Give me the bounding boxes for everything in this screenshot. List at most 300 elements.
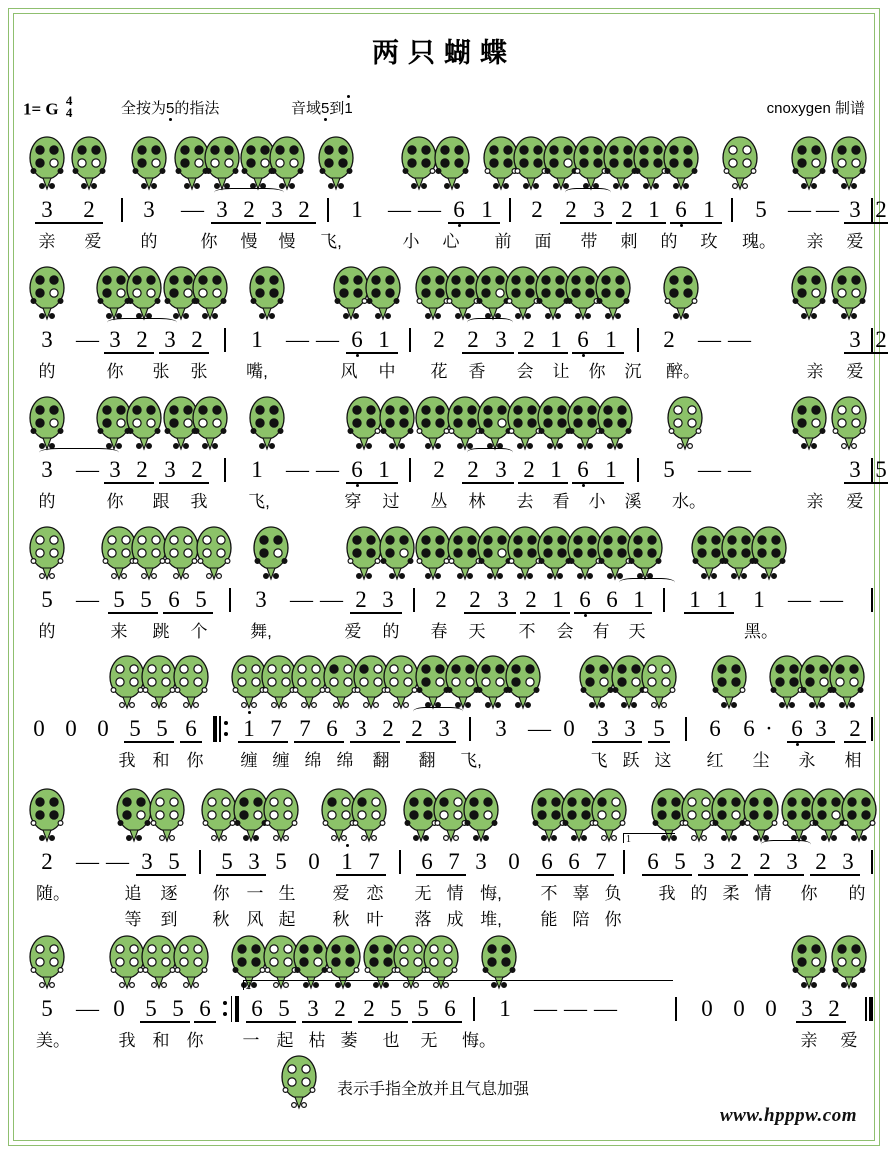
beam-underline: [104, 482, 154, 484]
note-number: 1: [552, 587, 564, 612]
lyric-word: 爱: [840, 1031, 858, 1050]
note-number: 2: [355, 587, 367, 612]
time-numerator: 4: [65, 93, 73, 108]
note-number: 2: [243, 197, 255, 222]
note-number: 2: [136, 327, 148, 352]
system-4: [9, 525, 879, 643]
lyric-word: 飞: [590, 751, 608, 770]
note-number: 6: [421, 849, 433, 874]
note-number: 6: [568, 849, 580, 874]
note-dash: —: [316, 327, 339, 352]
barline: [509, 198, 511, 222]
note-number: 2: [467, 327, 479, 352]
lyric-word: 丛: [430, 492, 448, 511]
beam-underline: [536, 874, 614, 876]
lyric-word: 的: [382, 622, 400, 641]
note-row-3: [9, 457, 887, 487]
system-3: [9, 395, 887, 513]
lyric-word: 小: [402, 232, 420, 251]
ocarina-fingering: [503, 654, 543, 710]
beam-underline: [216, 874, 266, 876]
ocarina-fingering: [639, 654, 679, 710]
slur: [761, 840, 811, 849]
note-number: 0: [508, 849, 520, 874]
lyric-word: 美。: [36, 1031, 70, 1050]
note-number: 3: [703, 849, 715, 874]
note-number: 2: [663, 327, 675, 352]
slur: [619, 578, 675, 587]
note-number: 6: [251, 996, 263, 1021]
lyric-word: 带: [580, 232, 598, 251]
lyric-word: 天: [628, 622, 646, 641]
note-number: 3: [475, 849, 487, 874]
note-number: 1: [378, 327, 390, 352]
note-number: 2: [469, 587, 481, 612]
note-number: 0: [733, 996, 745, 1021]
note-number: 7: [299, 716, 311, 741]
note-number: 2: [523, 457, 535, 482]
beam-underline: [572, 352, 624, 354]
ocarina-fingering: [829, 395, 869, 451]
note-dash: —: [320, 587, 343, 612]
note-number: 3: [842, 849, 854, 874]
lyric-word: 爱: [332, 884, 350, 903]
note-dash: —: [564, 996, 587, 1021]
beam-underline: [136, 874, 186, 876]
watermark: www.hpppw.com: [719, 1105, 857, 1126]
note-number: ·: [765, 716, 773, 741]
note-number: 2: [875, 327, 887, 352]
ocarina-row-6: [9, 787, 879, 849]
header-row: [9, 93, 879, 121]
lyric-word: 我: [118, 1031, 136, 1050]
beam-underline: [246, 1021, 296, 1023]
note-number: 5: [417, 996, 429, 1021]
lyric-word: 的: [38, 622, 56, 641]
barline: [327, 198, 329, 222]
note-number: 2: [433, 457, 445, 482]
ocarina-fingering: [741, 787, 781, 843]
lyric-word: 过: [382, 492, 400, 511]
barline: [731, 198, 733, 222]
note-number: 0: [563, 716, 575, 741]
lyric-word: 缠: [240, 751, 258, 770]
lyric-word: 玫: [700, 232, 718, 251]
beam-underline: [787, 741, 835, 743]
lyric-word: 的: [38, 362, 56, 381]
ocarina-fingering: [27, 787, 67, 843]
lyric-word: 你: [106, 362, 124, 381]
barline: [637, 328, 639, 352]
beam-underline: [796, 1021, 846, 1023]
note-number: 3: [41, 197, 53, 222]
note-row-7: [9, 981, 879, 1026]
barline: [229, 588, 231, 612]
note-number: 1: [351, 197, 363, 222]
beam-underline: [844, 222, 888, 224]
ocarina-fingering: [27, 934, 67, 990]
beam-underline: [346, 482, 398, 484]
ocarina-row-3: [9, 395, 879, 457]
lyric-word: 能: [540, 910, 558, 929]
note-number: 7: [595, 849, 607, 874]
note-number: 6: [185, 716, 197, 741]
note-number: 0: [308, 849, 320, 874]
ocarina-row-4: [9, 525, 879, 587]
lyric-word: 一: [242, 1031, 260, 1050]
barline: [224, 458, 226, 482]
note-number: 3: [495, 457, 507, 482]
note-number: 5: [113, 587, 125, 612]
note-number: 6: [346, 457, 368, 483]
lyric-word: 亲: [806, 362, 824, 381]
beam-underline: [572, 482, 624, 484]
note-number: 3: [255, 587, 267, 612]
ocarina-fingering: [349, 787, 389, 843]
lyric-word: 我: [190, 492, 208, 511]
lyric-word: 心: [442, 232, 460, 251]
lyric-word: 穿: [344, 492, 362, 511]
note-row-4: [9, 587, 879, 617]
lyric-word: 来: [110, 622, 128, 641]
note-number: 6: [709, 716, 721, 741]
lyric-word: 香: [468, 362, 486, 381]
lyric-word: 情: [446, 884, 464, 903]
note-number: 0: [97, 716, 109, 741]
note-number: 2: [525, 587, 537, 612]
lyric-row-6b: [9, 905, 879, 931]
note-dash: —: [76, 587, 99, 612]
note-number: 5: [168, 849, 180, 874]
lyric-word: 的: [848, 884, 866, 903]
note-number: 1: [251, 327, 263, 352]
lyric-word: 慢: [240, 232, 258, 251]
lyric-word: 逐: [160, 884, 178, 903]
lyric-word: 永: [798, 751, 816, 770]
note-number: 5: [875, 457, 887, 482]
ocarina-fingering: [789, 265, 829, 321]
lyric-word: 跟: [152, 492, 170, 511]
barline: [413, 588, 415, 612]
note-number: 2: [41, 849, 53, 874]
lyric-word: 情: [754, 884, 772, 903]
lyric-word: 让: [552, 362, 570, 381]
beam-underline: [616, 222, 666, 224]
ocarina-fingering: [247, 265, 287, 321]
ocarina-fingering: [839, 787, 879, 843]
lyric-word: 的: [690, 884, 708, 903]
beam-underline: [104, 352, 154, 354]
fingering-note: 全按为5的指法: [121, 100, 220, 117]
note-number: 0: [65, 716, 77, 741]
range-note: 音域5到1: [291, 100, 353, 117]
lyric-word: 瑰。: [742, 232, 776, 251]
legend-ocarina-icon: [279, 1054, 319, 1115]
beam-underline: [35, 222, 103, 224]
barline: [871, 717, 873, 741]
beam-underline: [684, 612, 734, 614]
note-number: 1: [251, 457, 263, 482]
volta-bracket: 2: [243, 980, 673, 990]
slur: [413, 707, 463, 716]
lyric-word: 张: [190, 362, 208, 381]
note-dash: —: [181, 197, 204, 222]
note-number: 3: [355, 716, 367, 741]
note-number: 2: [565, 197, 577, 222]
lyric-word: 你: [186, 751, 204, 770]
ocarina-fingering: [665, 395, 705, 451]
note-number: 6: [168, 587, 180, 612]
beam-underline: [810, 874, 860, 876]
note-number: 5: [41, 996, 53, 1021]
barline: [871, 328, 873, 352]
barline: [399, 850, 401, 874]
lyric-word: 张: [152, 362, 170, 381]
beam-underline: [412, 1021, 462, 1023]
lyric-word: 绵: [336, 751, 354, 770]
lyric-word: 柔: [722, 884, 740, 903]
barline: [871, 458, 873, 482]
note-number: 6: [574, 587, 596, 613]
note-number: 6: [541, 849, 553, 874]
note-dash: —: [788, 587, 811, 612]
beam-underline: [698, 874, 748, 876]
lyric-word: 个: [190, 622, 208, 641]
ocarina-fingering: [432, 135, 472, 191]
lyric-word: 风: [340, 362, 358, 381]
lyric-word: 红: [706, 751, 724, 770]
lyric-word: 亲: [806, 232, 824, 251]
slur: [565, 188, 611, 197]
beam-underline: [844, 741, 866, 743]
ocarina-fingering: [124, 395, 164, 451]
note-number: 3: [164, 327, 176, 352]
note-number: 1: [716, 587, 728, 612]
beam-underline: [163, 612, 213, 614]
note-number: 5: [221, 849, 233, 874]
ocarina-fingering: [247, 395, 287, 451]
note-number: 7: [270, 716, 282, 741]
note-dash: —: [816, 197, 839, 222]
barline: [871, 198, 873, 222]
lyric-word: 陪: [572, 910, 590, 929]
note-number: 3: [41, 327, 53, 352]
beam-underline: [302, 1021, 352, 1023]
note-number: 7: [448, 849, 460, 874]
beam-underline: [406, 741, 456, 743]
lyric-word: 无: [420, 1031, 438, 1050]
barline: [224, 328, 226, 352]
key-label: 1= G: [23, 99, 59, 119]
beam-underline: [462, 352, 514, 354]
note-number: 3: [143, 197, 155, 222]
lyric-word: 翻: [418, 751, 436, 770]
system-1: [9, 135, 887, 253]
lyric-word: 风: [246, 910, 264, 929]
barline: [469, 717, 471, 741]
note-number: 3: [382, 587, 394, 612]
beam-underline: [416, 874, 466, 876]
lyric-word: 亲: [806, 492, 824, 511]
beam-underline: [346, 352, 398, 354]
note-number: 1: [605, 327, 617, 352]
note-number: 6: [743, 716, 755, 741]
note-number: 3: [497, 587, 509, 612]
lyric-word: 追: [124, 884, 142, 903]
note-number: 2: [435, 587, 447, 612]
beam-underline: [844, 352, 888, 354]
note-number: 5: [195, 587, 207, 612]
note-number: 3: [593, 197, 605, 222]
note-number: 3: [141, 849, 153, 874]
lyric-word: 花: [430, 362, 448, 381]
note-dash: —: [106, 849, 129, 874]
slur: [39, 448, 119, 457]
note-dash: —: [286, 457, 309, 482]
ocarina-fingering: [147, 787, 187, 843]
note-dash: —: [286, 327, 309, 352]
ocarina-fingering: [789, 395, 829, 451]
lyric-word: 爱: [846, 492, 864, 511]
note-number: 5: [674, 849, 686, 874]
lyric-word: 爱: [846, 232, 864, 251]
beam-underline: [108, 612, 158, 614]
lyric-word: 堆,: [480, 910, 502, 929]
note-number: 6: [670, 197, 692, 223]
note-row-5: [9, 716, 879, 746]
note-number: 1: [499, 996, 511, 1021]
lyric-word: 悔,: [480, 884, 502, 903]
beam-underline: [238, 741, 288, 743]
note-number: 2: [411, 716, 423, 741]
lyric-word: 面: [534, 232, 552, 251]
note-number: 3: [815, 716, 827, 741]
lyric-word: 慢: [278, 232, 296, 251]
note-number: 1: [336, 849, 358, 875]
system-2: [9, 265, 887, 383]
ocarina-fingering: [720, 135, 760, 191]
repeat-barline: [223, 996, 240, 1022]
ocarina-fingering: [202, 135, 242, 191]
beam-underline: [520, 612, 570, 614]
barline: [637, 458, 639, 482]
lyric-word: 跳: [152, 622, 170, 641]
note-number: 2: [363, 996, 375, 1021]
lyric-word: 枯: [308, 1031, 326, 1050]
lyric-word: 你: [200, 232, 218, 251]
lyric-word: 尘: [752, 751, 770, 770]
system-5: [9, 654, 879, 772]
note-number: 3: [307, 996, 319, 1021]
time-signature: [66, 95, 73, 120]
beam-underline: [124, 741, 174, 743]
lyric-word: 看: [552, 492, 570, 511]
ocarina-fingering: [749, 525, 789, 581]
lyric-word: 飞,: [248, 492, 270, 511]
note-number: 2: [136, 457, 148, 482]
final-barline: [865, 997, 874, 1021]
beam-underline: [266, 222, 316, 224]
slur: [107, 318, 177, 327]
note-dash: —: [528, 716, 551, 741]
lyric-word: 我: [658, 884, 676, 903]
note-dash: —: [728, 327, 751, 352]
note-number: 2: [815, 849, 827, 874]
lyric-word: 飞,: [460, 751, 482, 770]
note-number: 3: [41, 457, 53, 482]
lyric-word: 的: [660, 232, 678, 251]
barline: [199, 850, 201, 874]
note-number: 0: [33, 716, 45, 741]
lyric-word: 爱: [84, 232, 102, 251]
lyric-row-5: [9, 746, 879, 772]
beam-underline: [518, 482, 568, 484]
note-number: 2: [83, 197, 95, 222]
lyric-word: 缠: [272, 751, 290, 770]
note-number: 2: [298, 197, 310, 222]
lyric-word: 天: [468, 622, 486, 641]
beam-underline: [140, 1021, 190, 1023]
beam-underline: [648, 741, 670, 743]
lyric-word: 的: [140, 232, 158, 251]
beam-underline: [592, 741, 642, 743]
lyric-word: 你: [588, 362, 606, 381]
note-number: 2: [467, 457, 479, 482]
note-number: 6: [572, 327, 594, 353]
note-number: 1: [481, 197, 493, 222]
lyric-word: 飞,: [320, 232, 342, 251]
note-number: 7: [368, 849, 380, 874]
note-number: 3: [849, 457, 861, 482]
barline: [871, 588, 873, 612]
note-number: 1: [605, 457, 617, 482]
beam-underline: [159, 352, 209, 354]
ocarina-fingering: [363, 265, 403, 321]
system-7: [9, 934, 879, 1052]
lyric-word: 春: [430, 622, 448, 641]
lyric-word: 不: [518, 622, 536, 641]
ocarina-fingering: [377, 395, 417, 451]
lyric-word: 恋: [366, 884, 384, 903]
lyric-word: 和: [152, 751, 170, 770]
lyric-word: 黑。: [744, 622, 778, 641]
lyric-word: 会: [556, 622, 574, 641]
note-number: 6: [444, 996, 456, 1021]
lyric-word: 醉。: [666, 362, 700, 381]
note-number: 5: [129, 716, 141, 741]
lyric-word: 负: [604, 884, 622, 903]
note-number: 1: [238, 716, 260, 742]
beam-underline: [180, 741, 202, 743]
barline: [623, 850, 625, 874]
lyric-word: 有: [592, 622, 610, 641]
barline: [871, 850, 873, 874]
lyric-word: 小: [588, 492, 606, 511]
beam-underline: [518, 352, 568, 354]
page-title: 两只蝴蝶: [372, 38, 516, 68]
lyric-word: 嘴,: [246, 362, 268, 381]
slur: [467, 448, 513, 457]
ocarina-fingering: [827, 654, 867, 710]
ocarina-fingering: [171, 654, 211, 710]
ocarina-fingering: [789, 135, 829, 191]
lyric-word: 到: [160, 910, 178, 929]
note-number: 5: [390, 996, 402, 1021]
lyric-word: 跃: [622, 751, 640, 770]
note-number: 3: [495, 716, 507, 741]
lyric-word: 起: [278, 910, 296, 929]
note-number: 3: [786, 849, 798, 874]
